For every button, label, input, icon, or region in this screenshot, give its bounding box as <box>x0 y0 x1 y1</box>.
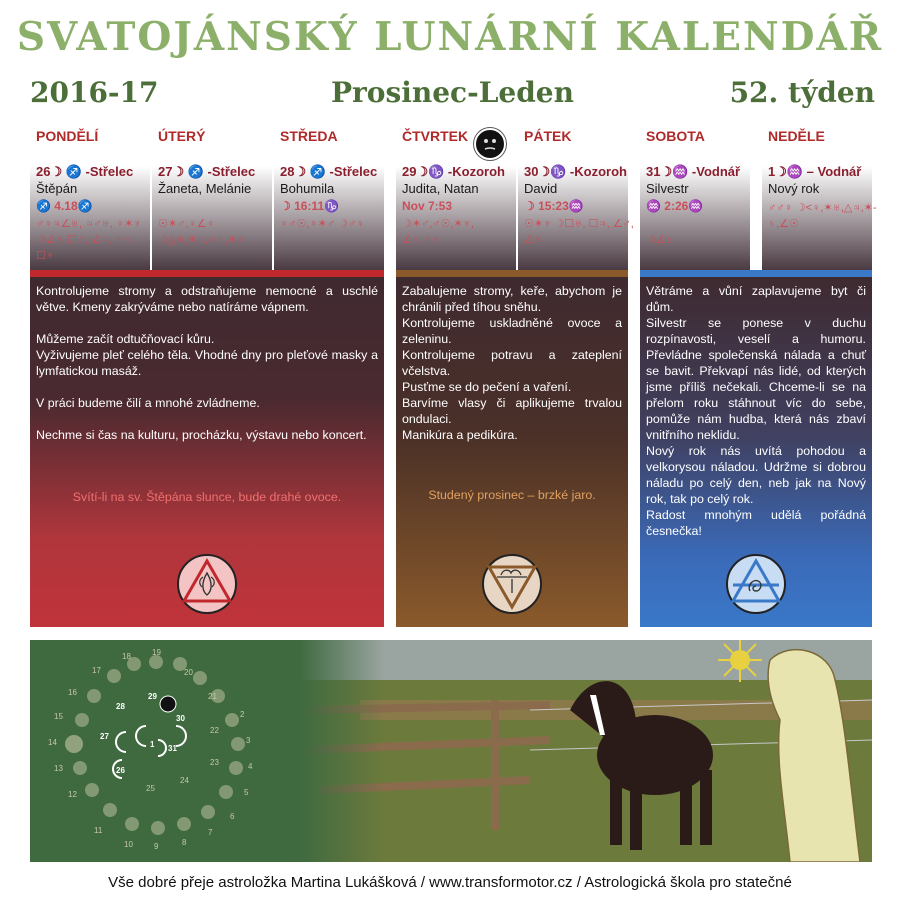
paragraph: Manikúra a pedikúra. <box>402 428 518 442</box>
paragraph: Kontrolujeme potravu a zateplení včelstva. <box>402 348 622 378</box>
aspects: ☽✶♂,♂☉,✶♆, ∠♀,♂♆ <box>402 218 475 246</box>
moon-label: 11 <box>94 826 103 835</box>
moon-label: 29 <box>148 692 157 701</box>
air-text <box>646 283 866 539</box>
moon-label: 28 <box>116 702 125 711</box>
folk-saying: Svítí-li na sv. Štěpána slunce, bude drahé ovoce. <box>72 490 342 504</box>
moon-label: 14 <box>48 738 57 747</box>
fire-stripe <box>30 270 384 277</box>
bottom-illustration <box>30 640 872 862</box>
day-date: 1☽♒ – Vodnář <box>768 164 862 179</box>
moon-label: 27 <box>100 732 109 741</box>
moon-label: 5 <box>244 788 249 797</box>
calendar-title: SVATOJÁNSKÝ LUNÁRNÍ KALENDÁŘ <box>16 14 884 60</box>
day-date: 29☽♑ -Kozoroh <box>402 164 505 179</box>
day-name: STŘEDA <box>280 128 338 144</box>
subtitle-row <box>30 76 875 116</box>
air-element-icon <box>725 553 787 615</box>
paragraph: Kontrolujeme stromy a odstraňujeme nemocné a uschlé větve. Kmeny zakrýváme nebo natíráme vápnem. <box>36 284 378 314</box>
moon-label: 12 <box>68 790 77 799</box>
paragraph: Vyživujeme pleť celého těla. Vhodné dny pro pleťové masky a lymfatickou masáž. <box>36 348 378 378</box>
name-day: Nový rok <box>768 181 820 196</box>
moon-label: 31 <box>168 744 177 753</box>
day-column-tuesday <box>152 122 272 270</box>
name-day: Štěpán <box>36 181 78 196</box>
paragraph: Kontrolujeme uskladněné ovoce a zeleninu. <box>402 316 622 346</box>
fire-element-icon <box>176 553 238 615</box>
day-date: 26☽ ♐ -Střelec <box>36 164 134 179</box>
paragraph: Barvíme vlasy či aplikujeme trvalou ondulaci. <box>402 396 622 426</box>
day-date: 30☽♑ -Kozoroh <box>524 164 627 179</box>
day-date: 27☽ ♐ -Střelec <box>158 164 256 179</box>
paragraph: Pusťme se do pečení a vaření. <box>402 380 572 394</box>
paragraph: Můžeme začít odtučňovací kůru. <box>36 332 215 346</box>
week-label: 52. týden <box>729 76 875 109</box>
fire-panel <box>30 277 384 627</box>
moon-label: 24 <box>180 776 189 785</box>
footer-credit: Vše dobré přeje astroložka Martina Lukášková / www.transformotor.cz / Astrologická škola pro statečné <box>108 874 792 891</box>
name-day: Žaneta, Melánie <box>158 181 252 196</box>
aspects: ☉✶♆ ☽☐♅, ☐♃, ∠♂, ∠♆ <box>524 218 634 246</box>
moon-label: 10 <box>124 840 133 849</box>
moon-label: 13 <box>54 764 63 773</box>
fire-text <box>36 283 378 443</box>
paragraph: Větráme a vůní zaplavujeme byt či dům. <box>646 284 866 314</box>
folk-saying: Studený prosinec – brzké jaro. <box>428 488 596 502</box>
moon-label: 19 <box>152 648 161 657</box>
moon-label: 17 <box>92 666 101 675</box>
day-column-wednesday <box>274 122 384 270</box>
earth-text <box>402 283 622 443</box>
day-column-saturday <box>640 122 750 270</box>
moon-day-labels <box>30 640 260 862</box>
day-name: ÚTERÝ <box>158 128 206 144</box>
year-label: 2016-17 <box>30 76 159 109</box>
day-date: 28☽ ♐ -Střelec <box>280 164 378 179</box>
paragraph: Zabalujeme stromy, keře, abychom je chránili před tíhou sněhu. <box>402 284 622 314</box>
moon-time: ♒ 2:26♒ <box>646 199 704 213</box>
aspects: ☉✶♂,♀∠♀ ☽△♅,✶♃,♂♄,✶♀ <box>158 218 246 246</box>
name-day: Judita, Natan <box>402 181 479 196</box>
paragraph: Silvestr se ponese v duchu rozpínavosti, veselí a humoru. Převládne společenská nálada a chuť se bavit. Překvapí nás lidé, od kterých jsme příliš nečekali. Chceme-li se na přelom roku stáhnout víc do sebe, pomůže nám hudba, která nás zbaví vnitřního neklidu. <box>646 316 866 442</box>
moon-time: ☽ 15:23♒ <box>524 199 584 213</box>
day-column-monday <box>30 122 150 270</box>
moon-label: 30 <box>176 714 185 723</box>
day-name: ČTVRTEK <box>402 128 469 144</box>
moon-label: 20 <box>184 668 193 677</box>
moon-label: 1 <box>150 740 155 749</box>
moon-time: ♐ 4.18♐ <box>36 199 93 213</box>
moon-label: 2 <box>240 710 245 719</box>
name-day: Bohumila <box>280 181 335 196</box>
aspects: ♂♂♀ ☽<♀,✶♅,△♃,✶- ♄,∠☉ <box>768 202 877 230</box>
paragraph: V práci budeme čilí a mnohé zvládneme. <box>36 396 260 410</box>
day-name: PÁTEK <box>524 128 572 144</box>
day-name: NEDĚLE <box>768 128 825 144</box>
moon-label: 18 <box>122 652 131 661</box>
earth-panel <box>396 277 628 627</box>
moon-label: 21 <box>208 692 217 701</box>
name-day: Silvestr <box>646 181 689 196</box>
paragraph: Nový rok nás uvítá pohodou a velkorysou náladou. Udržme si dobrou náladu po celý den, neb jak na Nový rok, tak po celý rok. <box>646 444 866 506</box>
month-label: Prosinec-Leden <box>331 76 574 109</box>
new-moon-icon <box>474 128 506 160</box>
moon-label: 26 <box>116 766 125 775</box>
moon-time: Nov 7:53 <box>402 199 453 213</box>
day-name: PONDĚLÍ <box>36 128 99 144</box>
moon-label: 7 <box>208 828 213 837</box>
air-panel <box>640 277 872 627</box>
earth-element-icon <box>481 553 543 615</box>
aspects: ♂♀♃∠♅, ♃♂♅, ♀✶♆ ☽∠♆,☐♂, ∠♃, ♅♅, ☐♆ <box>36 218 142 262</box>
moon-label: 6 <box>230 812 235 821</box>
name-day: David <box>524 181 558 196</box>
moon-label: 8 <box>182 838 187 847</box>
moon-label: 23 <box>210 758 219 767</box>
moon-label: 25 <box>146 784 155 793</box>
aspects: ☽∠♄ <box>646 234 674 246</box>
day-column-sunday <box>762 122 877 270</box>
moon-label: 22 <box>210 726 219 735</box>
earth-stripe <box>396 270 628 277</box>
day-date: 31☽♒ -Vodnář <box>646 164 741 179</box>
air-stripe <box>640 270 872 277</box>
paragraph: Radost mnohým udělá pořádná česnečka! <box>646 508 866 538</box>
moon-time: ☽ 16:11♑ <box>280 199 340 213</box>
moon-label: 15 <box>54 712 63 721</box>
paragraph: Nechme si čas na kulturu, procházku, výstavu nebo koncert. <box>36 428 367 442</box>
moon-label: 3 <box>246 736 251 745</box>
day-column-friday <box>518 122 634 270</box>
aspects: ♀♂☉,♀✶♂ ☽♂♀ <box>280 218 365 230</box>
moon-label: 4 <box>248 762 253 771</box>
day-name: SOBOTA <box>646 128 705 144</box>
moon-label: 9 <box>154 842 159 851</box>
moon-label: 16 <box>68 688 77 697</box>
